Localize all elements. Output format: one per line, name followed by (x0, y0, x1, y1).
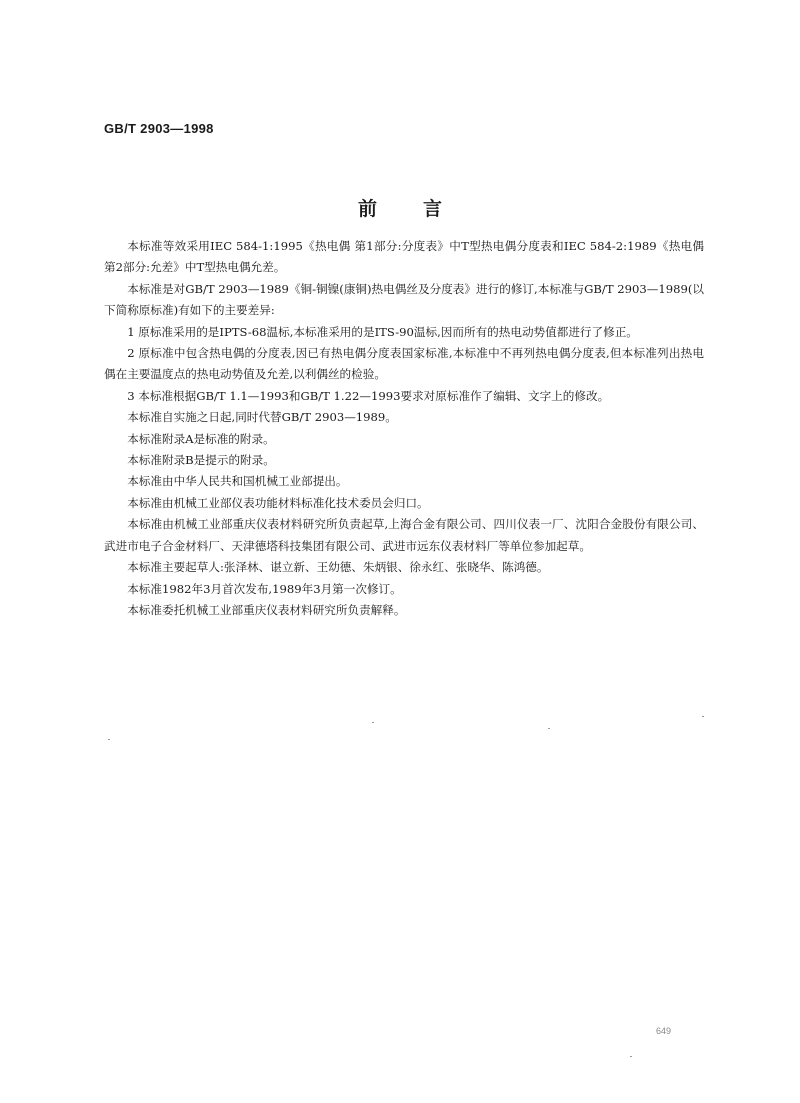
paragraph-drafters: 本标准主要起草人:张泽林、谌立新、王幼德、朱炳银、徐永红、张晓华、陈鸿德。 (127, 560, 549, 575)
paragraph-annex-a: 本标准附录A是标准的附录。 (127, 431, 275, 446)
scan-speck (702, 716, 704, 717)
standard-code: GB/T 2903—1998 (104, 121, 214, 136)
page-title: 前言 (357, 198, 488, 220)
page-number: 649 (656, 1026, 672, 1036)
paragraph-difference-3: 3 本标准根据GB/T 1.1—1993和GB/T 1.22—1993要求对原标准作了编辑、文字上的修改。 (127, 388, 610, 403)
paragraph-difference-2: 2 原标准中包含热电偶的分度表,因已有热电偶分度表国家标准,本标准中不再列热电偶分度表,但本标准列出热电偶在主要温度点的热电动势值及允差,以利偶丝的检验。 (104, 346, 704, 382)
scan-speck (108, 739, 110, 740)
paragraph-revision: 本标准是对GB/T 2903—1989《铜-铜镍(康铜)热电偶丝及分度表》进行的修订,本标准与GB/T 2903—1989(以下简称原标准)有如下的主要差异: (104, 281, 704, 318)
scan-speck (630, 1056, 632, 1057)
scan-speck (372, 722, 374, 723)
paragraph-history: 本标准1982年3月首次发布,1989年3月第一次修订。 (127, 581, 402, 596)
paragraph-drafting-units: 本标准由机械工业部重庆仪表材料研究所负责起草,上海合金有限公司、四川仪表一厂、沈阳合金股份有限公司、武进市电子合金材料厂、天津德塔科技集团有限公司、武进市远东仪表材料厂等单位参加起草。 (104, 517, 704, 553)
paragraph-proposer: 本标准由中华人民共和国机械工业部提出。 (127, 474, 348, 489)
paragraph-committee: 本标准由机械工业部仪表功能材料标准化技术委员会归口。 (127, 495, 429, 510)
paragraph-annex-b: 本标准附录B是提示的附录。 (127, 453, 275, 468)
paragraph-replacement: 本标准自实施之日起,同时代替GB/T 2903—1989。 (127, 410, 397, 425)
paragraph-interpretation: 本标准委托机械工业部重庆仪表材料研究所负责解释。 (127, 602, 406, 617)
scan-speck (548, 728, 550, 729)
paragraph-adoption: 本标准等效采用IEC 584-1:1995《热电偶 第1部分:分度表》中T型热电偶分度表和IEC 584-2:1989《热电偶 第2部分:允差》中T型热电偶允差。 (104, 239, 704, 275)
foreword-body (104, 236, 704, 621)
paragraph-difference-1: 1 原标准采用的是IPTS-68温标,本标准采用的是ITS-90温标,因而所有的热电动势值都进行了修正。 (127, 324, 638, 339)
